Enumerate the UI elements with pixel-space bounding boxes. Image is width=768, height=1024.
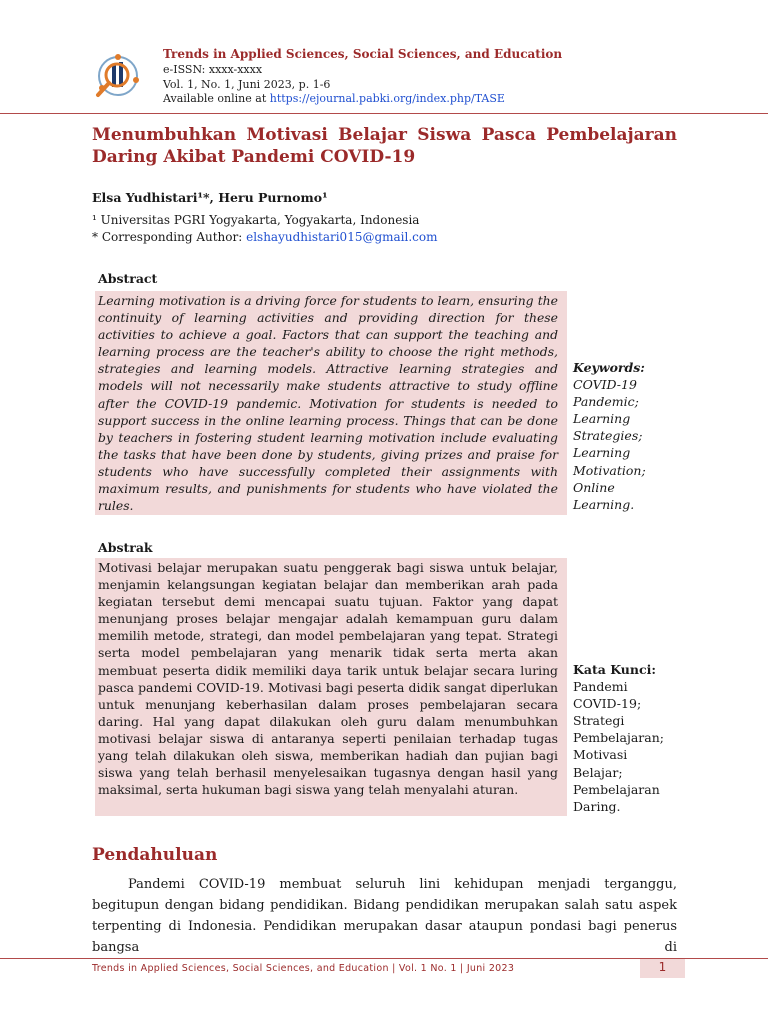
corresponding-prefix: * Corresponding Author: <box>92 230 247 244</box>
keyword-line: Daring. <box>573 798 621 814</box>
keyword-line: Pandemic; <box>573 394 639 410</box>
abstract-heading: Abstract <box>98 271 158 286</box>
corresponding-email-link[interactable]: elshayudhistari015@gmail.com <box>246 230 438 244</box>
keyword-line: Motivasi <box>573 747 628 763</box>
eissn: e-ISSN: xxxx-xxxx <box>163 63 263 76</box>
abstrak-heading: Abstrak <box>98 540 153 555</box>
journal-title: Trends in Applied Sciences, Social Sciences, and Education <box>163 47 563 61</box>
keyword-line: Learning <box>573 411 631 427</box>
keyword-line: Belajar; <box>573 764 623 780</box>
keywords-column <box>573 359 673 513</box>
introduction-text: Pandemi COVID-19 membuat seluruh lini kehidupan menjadi terganggu, begitupun dengan bidang pendidikan. Bidang pendidikan merupakan salah satu aspek terpenting di Indonesia. Pendidikan merupakan dasar ataupun pondasi bagi penerus bangsa di <box>92 877 677 955</box>
article-title: Menumbuhkan Motivasi Belajar Siswa Pasca Pembelajaran Daring Akibat Pandemi COVID-19 <box>92 125 677 167</box>
keyword-line: Pandemi <box>573 679 628 695</box>
abstrak-text: Motivasi belajar merupakan suatu penggerak bagi siswa untuk belajar, menjamin kelangsungan kegiatan belajar dan memberikan arah pada kegiatan tersebut demi mencapai suatu tujuan. Faktor yang dapat menunjang proses belajar mengajar adalah kemampuan guru dalam memilih metode, strategi, dan model pembelajaran yang tepat. Strategi serta model pembelajaran yang menarik tidak serta merta akan membuat peserta didik memiliki daya tarik untuk belajar secara luring pasca pandemi COVID-19. Motivasi bagi peserta didik sangat diperlukan untuk menunjang keberhasilan dalam proses pembelajaran secara daring. Hal yang dapat dilakukan oleh guru dalam menumbuhkan motivasi belajar siswa di antaranya seperti penilaian terhadap tugas yang telah dilakukan oleh siswa, memberikan hadiah dan pujian bagi siswa yang telah berhasil menyelesaikan tugasnya dengan hasil yang maksimal, serta hukuman bagi siswa yang telah menyalahi aturan. <box>98 560 558 798</box>
keywords-label: Keywords: <box>573 360 645 375</box>
keyword-line: Learning. <box>573 496 635 512</box>
keyword-line: COVID-19; <box>573 696 642 712</box>
keyword-line: COVID-19 <box>573 377 637 393</box>
keyword-line: Strategi <box>573 713 625 729</box>
corresponding-author <box>92 230 438 244</box>
journal-logo-icon <box>92 50 144 102</box>
volume-info: Vol. 1, No. 1, Juni 2023, p. 1-6 <box>163 78 331 91</box>
authors: Elsa Yudhistari¹*, Heru Purnomo¹ <box>92 190 328 205</box>
keyword-line: Strategies; <box>573 428 643 444</box>
journal-url-link[interactable]: https://ejournal.pabki.org/index.php/TASE <box>269 92 505 105</box>
header-divider <box>0 113 768 114</box>
availability-prefix: Available online at <box>163 92 270 105</box>
keyword-line: Learning <box>573 445 631 461</box>
page-number: 1 <box>658 960 667 974</box>
kata-kunci-label: Kata Kunci: <box>573 662 656 677</box>
introduction-heading: Pendahuluan <box>92 845 218 865</box>
footer-text: Trends in Applied Sciences, Social Sciences, and Education | Vol. 1 No. 1 | Juni 2023 <box>92 963 515 974</box>
keyword-line: Motivation; <box>573 462 646 478</box>
kata-kunci-column <box>573 661 673 815</box>
abstract-text: Learning motivation is a driving force for students to learn, ensuring the continuity of learning activities and providing direction for these activities to achieve a goal. Factors that can support the teaching and learning process are the teacher's ability to choose the right methods, strategies and learning models. Attractive learning strategies and models will not necessarily make students attractive to study offline after the COVID-19 pandemic. Motivation for students is needed to support success in the online learning process. Things that can be done by teachers in fostering student learning motivation include evaluating the tasks that have been done by students, giving prizes and praise for students who have successfully completed their assignments with maximum results, and punishments for students who have violated the rules. <box>98 293 558 514</box>
affiliation: ¹ Universitas PGRI Yogyakarta, Yogyakarta, Indonesia <box>92 213 420 227</box>
keyword-line: Pembelajaran <box>573 781 660 797</box>
availability-line <box>163 92 505 105</box>
keyword-line: Online <box>573 479 615 495</box>
keyword-line: Pembelajaran; <box>573 730 664 746</box>
